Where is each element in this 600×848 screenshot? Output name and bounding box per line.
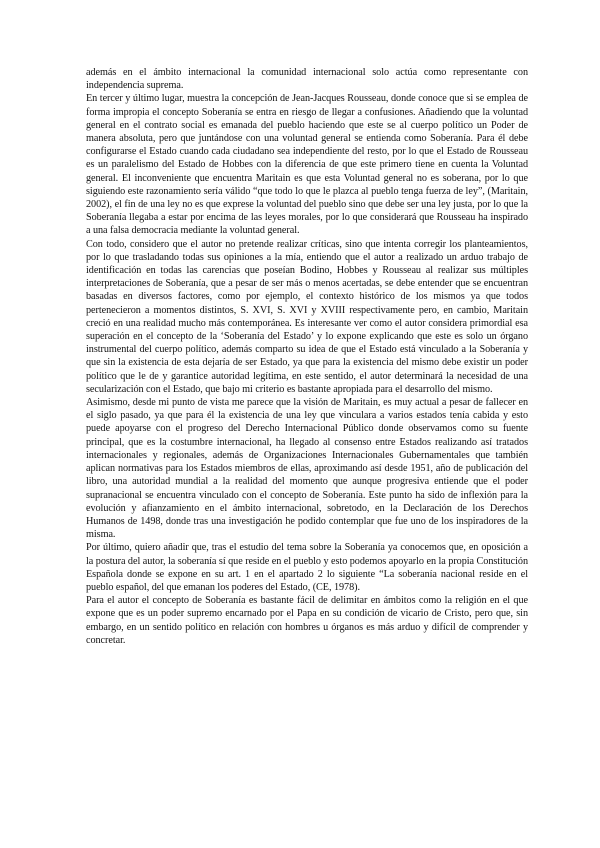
paragraph-1: además en el ámbito internacional la comunidad internacional solo actúa como representante con independencia suprema. — [86, 67, 528, 92]
body-text — [86, 66, 528, 647]
paragraph-3: Con todo, considero que el autor no pretende realizar críticas, sino que intenta corregir los planteamientos, por lo que trasladando todas sus opiniones a la mía, entiendo que el autor a realizado un arduo trabajo de identificación en todas las carencias que poseían Bodino, Hobbes y Rousseau al realizar sus múltiples interpretaciones de Soberanía, que a pesar de ser más o menos acertadas, se debe entender que se encuentran basadas en diversos factores, como por ejemplo, el contexto histórico de los mismos ya que todos pertenecieron a momentos distintos, S. XVI, S. XVI y XVIII respectivamente pero, en cambio, Maritain creció en una realidad mucho más contemporánea. Es interesante ver como el autor considera primordial esa superación en el concepto de la ‘Soberanía del Estado’ y lo expone explicando que este es solo un órgano instrumental del cuerpo político, además comparto su idea de que el Estado está vinculado a la Soberanía y que sin la existencia de esta dejaría de ser Estado, ya que para la existencia del mismo debe existir un poder político que le de y garantice autoridad legítima, en este sentido, el autor determinará la necesidad de una secularización con el Estado, que bajo mi criterio es bastante apropiada para el desarrollo del mismo. — [86, 238, 528, 395]
paragraph-4: Asimismo, desde mi punto de vista me parece que la visión de Maritain, es muy actual a pesar de fallecer en el siglo pasado, ya que para él la existencia de una ley que vinculara a varios estados tenía cabida y esto puede apoyarse con el progreso del Derecho Internacional Público donde observamos como su fuente principal, que es la costumbre internacional, ha llegado al consenso entre Estados realizando así tratados internacionales y regionales, además de Organizaciones Internacionales Gubernamentales que también aplican normativas para los Estados miembros de ellas, aproximando así desde 1951, año de publicación del libro, una autoridad mundial a la realidad del momento que aunque progresiva entiende que el poder supranacional se encuentra vinculado con el concepto de Soberanía. Este punto ha sido de inflexión para la evolución y afianzamiento en el ámbito internacional, sobretodo, en la Declaración de los Derechos Humanos de 1498, donde tras una investigación he podido contemplar que fue uno de los inspiradores de la misma. — [86, 397, 528, 541]
paragraph-6: Para el autor el concepto de Soberanía es bastante fácil de delimitar en ámbitos como la religión en el que expone que es un poder supremo encarnado por el Papa en su condición de vicario de Cristo, pero que, sin embargo, en un sentido político en relación con hombres u órganos es más arduo y difícil de comprender y concretar. — [86, 595, 528, 646]
paragraph-5: Por último, quiero añadir que, tras el estudio del tema sobre la Soberanía ya conocemos que, en oposición a la postura del autor, la soberanía sí que reside en el pueblo y esto podemos apoyarlo en la propia Constitución Española donde se expone en su art. 1 en el apartado 2 lo siguiente “La soberanía nacional reside en el pueblo español, del que emanan los poderes del Estado, (CE, 1978). — [86, 542, 528, 593]
paragraph-2: En tercer y último lugar, muestra la concepción de Jean-Jacques Rousseau, donde conoce que si se emplea de forma impropia el concepto Soberanía se entra en riesgo de llegar a confusiones. Añadiendo que la voluntad general en el contrato social es emanada del pueblo haciendo que este se al cuerpo político un Poder de manera absoluta, pero que juntándose con una voluntad general se entienda como Soberanía. Para él debe configurarse el Estado cuando cada ciudadano sea independiente del resto, por lo que el Estado de Rousseau es un paralelismo del Estado de Hobbes con la diferencia de que este primero tiene en cuenta la Voluntad general. El inconveniente que encuentra Maritain es que esta Voluntad general no es soberana, por lo que siguiendo este razonamiento sería válido “que todo lo que le plazca al pueblo tenga fuerza de ley”, (Maritain, 2002), el fin de una ley no es que exprese la voluntad del pueblo sino que debe ser una ley justa, por lo que la Soberanía llegaba a estar por encima de las leyes morales, por lo que considerará que Rousseau ha inspirado a una falsa democracia mediante la voluntad general. — [86, 93, 528, 237]
